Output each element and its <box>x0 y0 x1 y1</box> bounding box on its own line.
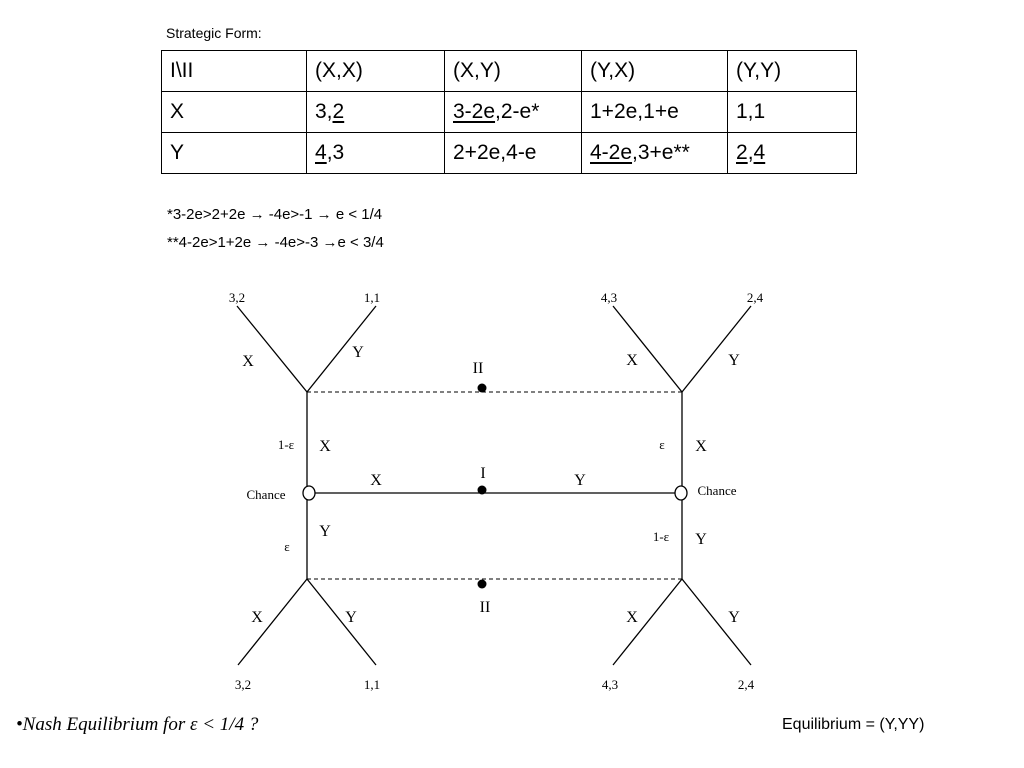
payoff-cell: 2,4 <box>728 133 857 174</box>
table-header-cell: (Y,X) <box>582 51 728 92</box>
label-center-y: Y <box>574 472 586 489</box>
prob-right-down: 1-ε <box>652 529 670 544</box>
bottom-player-ii-node <box>478 580 487 589</box>
equilibrium-result: Equilibrium = (Y,YY) <box>782 716 925 733</box>
payoff-bottom-left-left: 3,2 <box>234 677 252 692</box>
payoff-bottom-left-right: 1,1 <box>363 677 381 692</box>
table-header-cell: (X,X) <box>307 51 445 92</box>
label-top-right-x: X <box>626 352 638 369</box>
bottom-right-y-branch <box>682 579 751 665</box>
chance-node-right <box>675 486 687 500</box>
payoff-bottom-right-right: 2,4 <box>737 677 755 692</box>
payoff-cell: 2+2e,4-e <box>445 133 582 174</box>
payoff-top-right-left: 4,3 <box>600 290 618 305</box>
payoff-cell: 3,2 <box>307 92 445 133</box>
top-left-x-branch <box>237 306 307 392</box>
table-header-cell: (Y,Y) <box>728 51 857 92</box>
payoff-top-right-right: 2,4 <box>746 290 764 305</box>
nash-equilibrium-question: •Nash Equilibrium for ε < 1/4 ? <box>16 714 259 735</box>
prob-left-down: ε <box>284 539 290 554</box>
strategic-form-title: Strategic Form: <box>166 25 262 41</box>
row-label-cell: Y <box>162 133 307 174</box>
label-top-left-x: X <box>242 353 254 370</box>
top-right-x-branch <box>613 306 682 392</box>
payoff-cell: 4-2e,3+e** <box>582 133 728 174</box>
center-player-i-node <box>478 486 487 495</box>
bottom-left-y-branch <box>307 579 376 665</box>
payoff-top-left-left: 3,2 <box>228 290 246 305</box>
payoff-cell: 4,3 <box>307 133 445 174</box>
table-header-cell: (X,Y) <box>445 51 582 92</box>
chance-left-label: Chance <box>246 487 286 502</box>
label-right-down-y: Y <box>695 531 707 548</box>
top-player-ii-node <box>478 384 487 393</box>
label-bottom-left-x: X <box>251 609 263 626</box>
label-bottom-left-y: Y <box>345 609 357 626</box>
label-right-up-x: X <box>695 438 707 455</box>
bottom-right-x-branch <box>613 579 682 665</box>
payoff-cell: 1,1 <box>728 92 857 133</box>
player-i-center-label: I <box>480 465 486 482</box>
table-header-cell: I\II <box>162 51 307 92</box>
label-bottom-right-y: Y <box>728 609 740 626</box>
top-left-y-branch <box>307 306 376 392</box>
chance-node-left <box>303 486 315 500</box>
payoff-cell: 1+2e,1+e <box>582 92 728 133</box>
top-right-y-branch <box>682 306 751 392</box>
player-ii-top-label: II <box>472 360 484 377</box>
footnote-double-star: **4-2e>1+2e → -4e>-3 →e < 3/4 <box>167 234 384 251</box>
label-left-down-y: Y <box>319 523 331 540</box>
chance-right-label: Chance <box>697 483 737 498</box>
player-ii-bottom-label: II <box>479 599 491 616</box>
label-top-right-y: Y <box>728 352 740 369</box>
bottom-left-x-branch <box>238 579 307 665</box>
row-label-cell: X <box>162 92 307 133</box>
label-center-x: X <box>370 472 382 489</box>
label-bottom-right-x: X <box>626 609 638 626</box>
prob-left-up: 1-ε <box>277 437 295 452</box>
label-top-left-y: Y <box>352 344 364 361</box>
prob-right-up: ε <box>659 437 665 452</box>
payoff-top-left-right: 1,1 <box>363 290 381 305</box>
payoff-cell: 3-2e,2-e* <box>445 92 582 133</box>
footnote-single-star: *3-2e>2+2e → -4e>-1 → e < 1/4 <box>167 206 383 223</box>
payoff-bottom-right-left: 4,3 <box>601 677 619 692</box>
label-left-up-x: X <box>319 438 331 455</box>
